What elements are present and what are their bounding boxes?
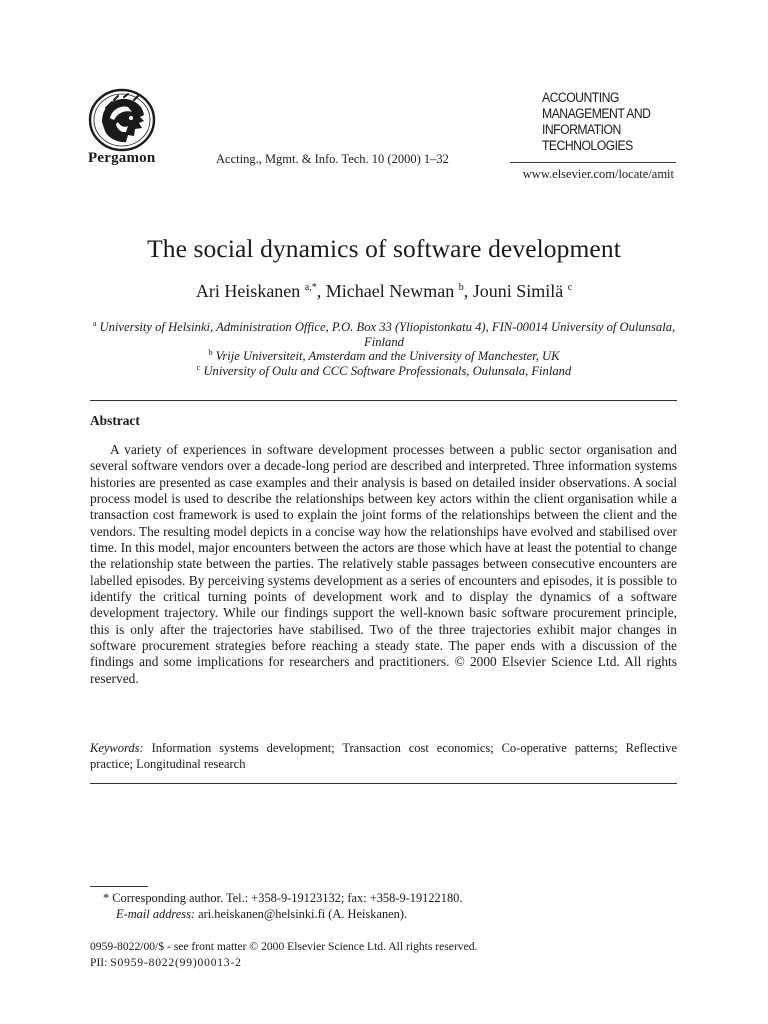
journal-title — [542, 90, 678, 154]
affiliation-text: Vrije Universiteit, Amsterdam and the University of Manchester, UK — [215, 349, 560, 363]
journal-citation: Accting., Mgmt. & Info. Tech. 10 (2000) 1–32 — [216, 152, 449, 166]
abstract-heading: Abstract — [90, 413, 140, 428]
author-marker: b — [458, 282, 464, 293]
author-marker: c — [567, 282, 573, 293]
affiliation — [90, 360, 678, 379]
keywords-text: Information systems development; Transaction cost economics; Co-operative patterns; Reflective practice; Longitudinal research — [90, 741, 677, 771]
author-name: Ari Heiskanen — [195, 281, 301, 301]
journal-title-line: INFORMATION — [542, 122, 621, 138]
author-marker: a,* — [304, 282, 317, 293]
affiliation-marker: c — [196, 363, 201, 372]
journal-url[interactable]: www.elsevier.com/locate/amit — [522, 167, 674, 181]
keywords — [90, 741, 677, 773]
issn-line: 0959-8022/00/$ - see front matter © 2000 Elsevier Science Ltd. All rights reserved. — [90, 940, 478, 953]
affiliation-marker: a — [92, 319, 97, 328]
section-divider — [90, 783, 677, 784]
pii-line — [90, 956, 242, 969]
author-name: Jouni Similä — [472, 281, 564, 301]
author-list: Ari Heiskanen $^{a,*}$, Michael Newman $^b$, Jouni Similä $^c$ — [195, 281, 573, 301]
affiliation-text: University of Helsinki, Administration Office, P.O. Box 33 (Yliopistonkatu 4), FIN-00014 University of Oulunsala, Finland — [99, 320, 676, 350]
keywords-label: Keywords: — [90, 741, 144, 755]
email-address[interactable]: ari.heiskanen@helsinki.fi (A. Heiskanen). — [195, 907, 408, 921]
pii-value: S0959-8022(99)00013-2 — [110, 956, 242, 969]
section-divider — [90, 400, 677, 401]
pergamon-logo — [88, 88, 156, 152]
corresponding-author-note: * Corresponding author. Tel.: +358-9-19123132; fax: +358-9-19122180. — [103, 891, 463, 905]
journal-title-line: TECHNOLOGIES — [542, 138, 633, 154]
journal-title-line: MANAGEMENT AND — [542, 106, 651, 122]
journal-title-line: ACCOUNTING — [542, 90, 619, 106]
publisher-name: Pergamon — [88, 150, 156, 166]
abstract-text: A variety of experiences in software development processes between a public sector organisation and several software vendors over a decade-long period are described and interpreted. Three information systems histories are presented as case examples and their analysis is based on detailed insider observations. A social process model is used to describe the relationships between key actors within the client organisation while a transaction cost framework is used to explain the joint forms of the relationships between the client and the vendors. The resulting model depicts in a concise way how the relationships have evolved and stabilised over time. In this model, major encounters between the actors are those which have at least the potential to change the relationship state between the parties. The relatively stable passages between consecutive encounters are labelled episodes. By perceiving systems development as a series of encounters and episodes, it is possible to identify the critical turning points of development work and to display the dynamics of a software development trajectory. While our findings support the well-known basic software procurement principle, this is only after the trajectories have stabilised. Two of the three trajectories exhibit major changes in software procurement strategies before reaching a steady state. The paper ends with a discussion of the findings and some implications for researchers and practitioners. © 2000 Elsevier Science Ltd. All rights reserved. — [90, 442, 677, 686]
pii-label: PII: — [90, 956, 111, 969]
affiliation-text: University of Oulu and CCC Software Professionals, Oulunsala, Finland — [203, 364, 572, 378]
email-label: E-mail address: — [116, 907, 196, 921]
affiliation-marker: b — [208, 348, 213, 357]
footnote-divider — [90, 886, 148, 887]
journal-divider — [510, 162, 676, 163]
article-title: The social dynamics of software development — [147, 234, 621, 263]
email-note — [116, 907, 407, 922]
author-name: Michael Newman — [325, 281, 455, 301]
